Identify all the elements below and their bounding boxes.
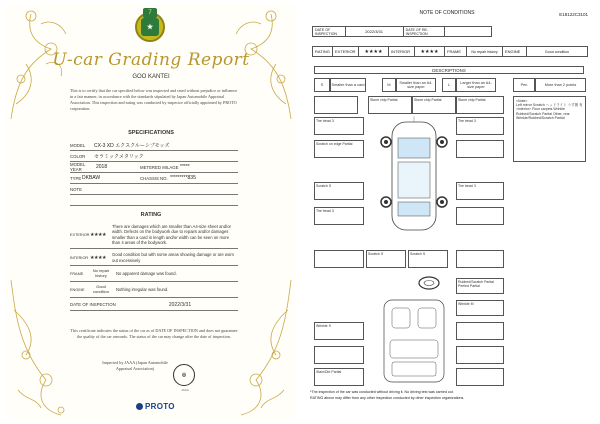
- car-interior-diagram: [378, 296, 450, 386]
- proto-mark-icon: [136, 403, 143, 410]
- logo-emblem: ★: [141, 18, 159, 36]
- exterior-description: There are damages which are smaller than A4-size sheet and/or width. Defects on the bodywork due to repairs and/or damages smaller than a card in length and/or width can be seen on more than 4 areas of the bodywork.: [112, 224, 231, 245]
- damage-box-3: Stone chip Partial: [412, 96, 456, 114]
- chassis-value: *********835: [170, 175, 196, 181]
- certificate-disclaimer: This certificate indicates the status of the car as of DATE OF INSPECTION and does not guarantee the quality of the car onwards. The status of the car may change after the date of inspection.: [70, 328, 238, 339]
- spec-row-type-chassis: [70, 173, 238, 184]
- rating-row-exterior: [70, 221, 238, 249]
- spec-row-blank: [70, 195, 238, 206]
- damage-box-14: Scratch S: [366, 250, 406, 268]
- rating-heading: RATING: [140, 212, 162, 218]
- floral-ornament-bottom-left: [6, 270, 76, 420]
- damage-box-13: [314, 250, 364, 268]
- exterior-label: EXTERIOR: [70, 232, 90, 237]
- type-value: DKBAW: [82, 175, 101, 181]
- interior-stars: ★★★★: [90, 254, 106, 261]
- damage-box-23: Stain/Dirt Partial: [314, 368, 364, 386]
- note-of-conditions-sheet: [302, 4, 592, 420]
- legend-key-pen: Pen: [513, 78, 535, 92]
- specifications-heading: SPECIFICATIONS: [128, 130, 174, 136]
- rating-summary-table: [312, 46, 588, 57]
- reinspection-value: [445, 27, 492, 37]
- damage-box-10: Tire tread 3: [456, 182, 504, 200]
- proto-name: PROTO: [145, 402, 175, 411]
- engine-value: Good condition: [527, 47, 588, 57]
- spec-row-model: [70, 140, 238, 151]
- chassis-label: CHASSIS NO.: [140, 175, 168, 181]
- engine-label: ENGINE: [70, 288, 85, 292]
- damage-box-4: Stone chip Partial: [456, 96, 504, 114]
- rating-row-engine: [70, 283, 238, 298]
- damage-box-16: [456, 250, 504, 268]
- legend-text-s: Smaller than a card: [330, 78, 366, 92]
- legend-text-m: Smaller than an A4-size paper: [396, 78, 436, 92]
- exterior-label: EXTERIOR: [333, 47, 359, 57]
- engine-description: Nothing irregular was found.: [116, 287, 169, 293]
- inspection-footnote: *The inspection of the car was conducted without driving it. No driving test was carried out.: [310, 390, 454, 394]
- rating-footnote: RATING above may differ from any other inspection conducted by other inspection organizations.: [310, 396, 465, 400]
- logo-badge: 7: [143, 8, 157, 18]
- engine-label: ENGINE: [503, 47, 527, 57]
- color-label: COLOR: [70, 153, 86, 159]
- engine-value: Good condition: [92, 284, 109, 294]
- damage-box-1: [314, 96, 358, 114]
- exterior-stars: ★★★★: [90, 231, 106, 238]
- notes-title: <Note>: [516, 99, 528, 103]
- certification-statement: This is to certify that the car specified below was inspected and rated without prejudice or influence in a fair manner, in accordance with the standards stipulated by Japan Automobile Appraisal Association. This inspection and rating was conducted by inspector officially appointed by PROTO corporation.: [70, 88, 238, 111]
- damage-box-12: [456, 207, 504, 225]
- damage-box-9: Scratch S: [314, 182, 364, 200]
- damage-box-24: [456, 368, 504, 386]
- damage-box-11: Tire tread 3: [314, 207, 364, 225]
- spec-row-note: [70, 184, 238, 195]
- legend-key-s: S: [314, 78, 330, 92]
- exterior-stars: ★★★★: [359, 47, 389, 57]
- frame-label: FRAME: [445, 47, 467, 57]
- type-label: TYPE: [70, 175, 82, 181]
- interior-damage-2: Peeled Partial: [458, 284, 480, 288]
- spec-row-color: [70, 151, 238, 162]
- descriptions-heading: DESCRIPTIONS: [314, 66, 584, 74]
- note-label: NOTE: [70, 186, 82, 192]
- rating-row-interior: [70, 250, 238, 266]
- reinspection-label: DATE OF RE-INSPECTION: [403, 27, 445, 37]
- model-year-value: 2018: [96, 164, 108, 170]
- jaaa-seal-icon: ◎: [173, 364, 195, 386]
- document-number: E18122C3101: [559, 12, 588, 17]
- inspection-date-label: DATE OF INSPECTION: [70, 302, 116, 307]
- model-label: MODEL: [70, 142, 86, 148]
- report-subtitle: GOO KANTEI: [132, 74, 170, 80]
- damage-box-20: [456, 322, 504, 340]
- frame-value: No repair history: [92, 268, 110, 278]
- rating-row-date: [70, 299, 238, 311]
- damage-box-15: Scratch S: [408, 250, 448, 268]
- damage-box-22: [456, 346, 504, 364]
- legend-key-l: L: [442, 78, 456, 92]
- report-title: U-car Grading Report: [52, 50, 250, 70]
- damage-box-18: Wrinkle M: [456, 300, 504, 316]
- date-of-inspection-label: DATE OF INSPECTION: [313, 27, 346, 37]
- damage-box-8: [456, 140, 504, 158]
- color-value: セラミックメタリック: [94, 153, 144, 160]
- steering-wheel-icon: [418, 276, 440, 290]
- damage-box-5: Tire tread 3: [314, 117, 364, 135]
- interior-label: INTERIOR: [70, 255, 89, 260]
- car-exterior-diagram: [374, 116, 454, 236]
- damage-box-21: [314, 346, 364, 364]
- legend-text-l: Larger than an A4-size paper: [456, 78, 496, 92]
- model-value: CX-3 XD エクスクルーシブモッズ: [94, 142, 170, 149]
- interior-damage-1: Rubbed/Scratch Partial: [458, 280, 494, 284]
- inspection-date-value: 2022/3/31: [168, 301, 192, 308]
- jaaa-caption: JAAA: [181, 388, 189, 392]
- mileage-value: *****: [180, 164, 190, 170]
- grading-report-certificate: [6, 4, 296, 420]
- interior-stars: ★★★★: [415, 47, 445, 57]
- conditions-title: NOTE OF CONDITIONS: [419, 10, 475, 16]
- damage-box-7: Scratch on edge Partial: [314, 140, 364, 158]
- spec-row-year-mileage: [70, 162, 238, 173]
- rating-label: RATING: [313, 47, 333, 57]
- goo-kantei-logo: [135, 12, 165, 42]
- frame-description: No apparent damage was found.: [116, 271, 177, 277]
- legend-key-m: M: [382, 78, 396, 92]
- rating-row-frame: [70, 267, 238, 282]
- damage-box-2: Stone chip Partial: [368, 96, 412, 114]
- mileage-label: METERED MILAGE: [140, 164, 179, 170]
- proto-logo: [136, 402, 175, 411]
- damage-box-17: [456, 278, 504, 294]
- date-of-inspection-value: 2022/3/31: [345, 27, 403, 37]
- notes-box: [513, 96, 586, 162]
- damage-box-19: Wrinkle S: [314, 322, 364, 340]
- interior-description: Good condition but with some areas showing damage or are worn out excessively: [112, 252, 234, 263]
- interior-label: INTERIOR: [389, 47, 415, 57]
- model-year-label: MODEL YEAR: [70, 162, 86, 172]
- frame-value: No repair history: [467, 47, 503, 57]
- damage-box-6: Tire tread 3: [456, 117, 504, 135]
- notes-body: Left mirror Scratch ヘッドライト うす曇 有 <Interior> Floor carpets Wrinkle Rubbed/Scratch Partial Other, rear Wrinkle/Rubbed/Scratch Partial: [516, 103, 583, 120]
- inspection-dates-table: [312, 26, 492, 37]
- inspected-by-text: Inspected by JAAA (Japan Automobile Appraisal Association): [102, 360, 168, 371]
- legend-text-pen: More than 2 points: [535, 78, 586, 92]
- frame-label: FRAME: [70, 272, 84, 276]
